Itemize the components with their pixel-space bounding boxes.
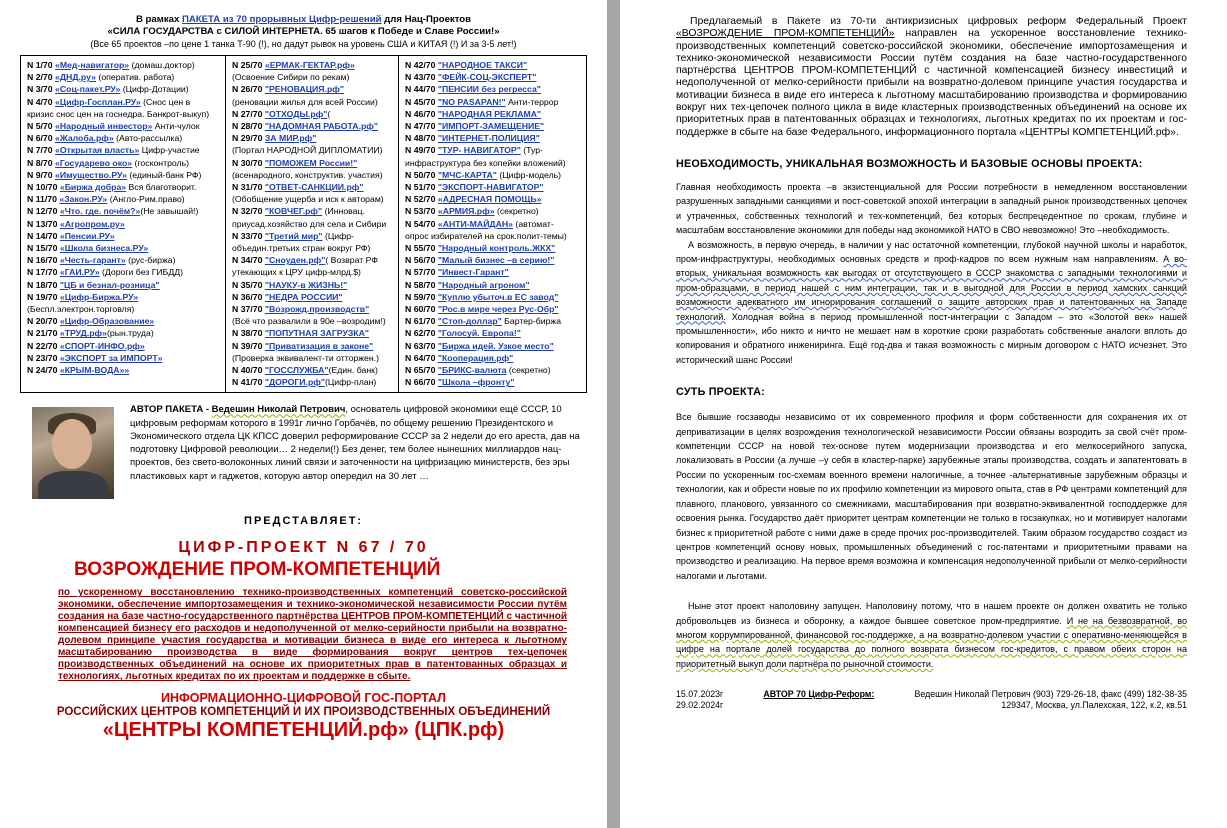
project-description: (Тур- xyxy=(520,145,543,156)
paragraph-opportunity xyxy=(676,238,1187,368)
project-description: Цифр-участие xyxy=(139,145,200,156)
project-number-label: N 47/70 xyxy=(405,121,436,132)
project-title-link[interactable]: «Честь-гарант» xyxy=(59,255,126,266)
project-description: Анти-террор xyxy=(505,96,559,107)
project-item xyxy=(27,132,221,144)
intro-pre: Предлагаемый в Пакете из 70-ти антикризисных цифровых реформ Федеральный Проект xyxy=(690,16,1187,27)
project-title-link[interactable]: "ИМПОРТ-ЗАМЕЩЕНИЕ" xyxy=(437,121,545,132)
project-number-label: N 5/70 xyxy=(27,121,53,132)
project-number-label: N 2/70 xyxy=(27,72,53,83)
project-number-label: N 57/70 xyxy=(405,267,436,278)
project-number-label: N 26/70 xyxy=(232,84,263,95)
project-title-link[interactable]: "Рос.в мире через Рус-Обр" xyxy=(437,304,559,315)
project-description: (секретно) xyxy=(506,365,551,376)
project-number-label: N 42/70 xyxy=(405,60,436,70)
project-number-label: N 65/70 xyxy=(405,365,436,376)
project-title-link[interactable]: "НАРОДНАЯ РЕКЛАМА" xyxy=(437,108,542,119)
project-item xyxy=(405,364,583,376)
project-number-label: N 54/70 xyxy=(405,218,436,229)
paragraph-necessity: Главная необходимость проекта –в экзистенциальной для России потребности в немедленном восстановлении разрушенных западными санкциями и пост-советской эпохой интеграции в западный рынок производственных цепочек и утраченных, собственных технологий и тех-компетенций, без которых беспрецедентное по срокам, глубине и масштабам восстановление экономики для победы над экономикой НАТО в СВО невозможно! Это –необходимость. xyxy=(676,181,1187,236)
project-number-label: N 34/70 xyxy=(232,255,263,266)
project-item xyxy=(27,205,221,217)
project-title-link[interactable]: "Школа –фронту" xyxy=(437,377,515,388)
project-title-link[interactable]: "ПОПУТНАЯ ЗАГРУЗКА" xyxy=(264,328,370,339)
project-title-link[interactable]: "НЕДРА РОССИИ" xyxy=(264,291,343,302)
project-item xyxy=(27,157,221,169)
project-number-label: N 66/70 xyxy=(405,377,436,388)
project-number-label: N 31/70 xyxy=(232,182,263,193)
project-item xyxy=(405,266,583,278)
project-title-link[interactable]: "ФЕЙК-СОЦ-ЭКСПЕРТ" xyxy=(437,72,537,83)
status-part-b: И не на безвозвратной, во многом коррумпированной, финансовой гос-поддержке, а на возвратно-долевом участии с оперативно-меняющейся в цифре на портале долей государства до полного возврата бизнесом гос-кредитов, с правом обеих сторон на приоритетный выкуп доли партнёра по рыночной стоимости. xyxy=(676,615,1188,669)
project-title-link[interactable]: "Третий мир" xyxy=(264,230,323,241)
project-number-label: N 19/70 xyxy=(27,291,58,302)
project-number-label: N 60/70 xyxy=(405,304,436,315)
project-item xyxy=(232,376,394,388)
project-title-link[interactable]: "ТУР- НАВИГАТОР" xyxy=(437,145,521,156)
project-title-link[interactable]: "NO PASAPAN!" xyxy=(437,96,506,107)
project-title-link[interactable]: «ГАИ.РУ» xyxy=(59,267,100,278)
project-number-label: N 7/70 xyxy=(27,145,53,156)
project-description: (автомат- xyxy=(513,218,554,229)
project-item xyxy=(232,327,394,339)
project-number-label: N 21/70 xyxy=(27,328,58,339)
project-item xyxy=(405,108,583,120)
project-item xyxy=(405,144,583,156)
project-number-label: N 64/70 xyxy=(405,352,436,363)
project-number-label: N 50/70 xyxy=(405,169,436,180)
project-item xyxy=(27,71,221,83)
projects-column-1 xyxy=(21,56,226,392)
project-item xyxy=(27,120,221,132)
project-title-link[interactable]: "ПЕНСИИ без регресса" xyxy=(437,84,541,95)
project-item xyxy=(27,242,221,254)
project-title-link[interactable]: «Государево око» xyxy=(55,157,133,168)
project-description: (Цифр-Дотации) xyxy=(120,84,189,95)
project-title-link[interactable]: «Жалоба.рф» xyxy=(55,133,114,144)
project-item xyxy=(232,364,394,376)
project-number-label: N 13/70 xyxy=(27,218,58,229)
project-number-label: N 58/70 xyxy=(405,279,436,290)
paragraph-essence: Все бывшие госзаводы независимо от их современного профиля и форм собственности для сохранения их от деприватизации в целях возрождения технологической независимости России обязаны возродить за свой счёт пром-компетенции СССР на новой тех-основе путем модернизации производства и его мелкосерийного запуска, локализовать в России (а лучше –у себя в кластер-парке) зарубежные этапы производства, создать и запатентовать в России по ускоренным гос-схемам военного времени налогичные, а точнее -альтернативные зарубежным образцы и технологии, как и обрести новые по их профилю компетенции из мирового опыта, став в РФ центрами компетенций для плавного, планового, увязанного со смежниками, масштабирования при возвратно-эквивалентной господдержке для освоения рынка. Государство даёт приоритет центрам компетенции не только в госзакупках, но и мотивирует налогами бизнес к приоритетной работе с ними даже в среде прочих рос-производителей. Таким образом государство создаст из центров компетенций основу новых, промышленных объединений с гос-патентами и приоритетными правами на производство и реализацию. На первое время возможна и компенсация недополученной прибыли от мелко-серийности налогами и льготами. xyxy=(676,412,1187,581)
project-title-link[interactable]: «Открытая власть» xyxy=(55,145,140,156)
project-item xyxy=(405,120,583,132)
document-page-right xyxy=(620,0,1227,828)
project-title-link[interactable]: "ИНТЕРНЕТ-ПОЛИЦИЯ" xyxy=(437,133,540,144)
project-number-label: N 3/70 xyxy=(27,84,53,95)
project-number: ЦИФР-ПРОЕКТ N 67 / 70 xyxy=(178,539,429,557)
portal-name: «ЦЕНТРЫ КОМПЕТЕНЦИЙ.рф» (ЦПК.рф) xyxy=(102,719,505,742)
project-title-link[interactable]: «Соц-пакет.РУ» xyxy=(55,84,121,95)
project-description: (секретно) xyxy=(494,206,539,217)
project-title-link[interactable]: «Цифр-Госплан.РУ» xyxy=(55,96,141,107)
project-item xyxy=(405,193,583,205)
intro-project-link[interactable]: «ВОЗРОЖДЕНИЕ ПРОМ-КОМПЕТЕНЦИЙ» xyxy=(676,28,895,40)
footer-dates xyxy=(676,689,723,711)
project-title-link[interactable]: "НАРОДНОЕ ТАКСИ" xyxy=(437,60,528,70)
status-part-a: Ныне этот проект наполовину запущен. Наполовину потому, что в нашем проекте он должен охватить не только добровольцев из бизнеса и оборонку, а каждое бывшее советское пром-предприятие. xyxy=(676,601,1187,626)
project-note: (всенародного, конструктив. участия) xyxy=(232,169,383,180)
project-number-label: N 51/70 xyxy=(405,182,436,193)
project-title-link[interactable]: "Сноуден.рф" xyxy=(264,255,326,266)
project-number-label: N 27/70 xyxy=(232,108,263,119)
project-item xyxy=(232,340,394,352)
project-item xyxy=(405,279,583,291)
project-description: (Не завышай!) xyxy=(140,206,199,217)
intro-paragraph xyxy=(676,16,1187,139)
package-note: (Все 65 проектов –по цене 1 танка Т-90 (!), но дадут рывок на уровень США и КИТАЯ (!) И за 3-5 лет!) xyxy=(90,39,517,49)
presents-label: ПРЕДСТАВЛЯЕТ: xyxy=(244,515,363,528)
project-number-label: N 52/70 xyxy=(405,194,436,205)
project-note: (Обобщение ущерба и иск к авторам) xyxy=(232,194,384,205)
project-number-label: N 17/70 xyxy=(27,267,58,278)
project-title-link[interactable]: «Агропром.ру» xyxy=(59,218,125,229)
project-description: (Цифр-план) xyxy=(324,377,377,388)
project-title-link[interactable]: «Мед-навигатор» xyxy=(55,60,130,70)
intro-post: направлен на ускоренное восстановление технико-производственных компетенций советско-российской экономики, обеспечение импортозамещения и технико-экономической независимости России путём создания на базе частно-государственного партнёрства ЦЕНТРОВ ПРОМ-КОМПЕТЕНЦИЙ с частичной компенсацией бизнесу инвестиций и недополученной от мелко-серийности прибыли на возвратно-долевом принципе участия государства и мотивации бизнеса в виде его интереса к льготному масштабированию производства и формированию вокруг них тех-цепочек полного цикла в виде кластерных производственных объединений на основе их приоритетных прав в патентованных образцах и технологиях, льготных кредитах по их проектам и гос-поддержке в сбыте на базе Федерального, информационного портала «ЦЕНТРЫ КОМПЕТЕНЦИЙ.рф». xyxy=(676,28,1187,138)
project-note: объедин.третьих стран вокруг РФ) xyxy=(232,243,371,254)
project-item xyxy=(27,144,221,156)
author-text: , основатель цифровой экономики ещё СССР, 10 цифровым реформам которого в 1991г лично Горбачёв, по общему решению Президентского и Экономического отдела ЦК КПСС доверил реформирование СССР за 2 недели до его ареста, дав на подготовку Цифровой революции… 2 недели(!) Без денег, тем более нынешних миллиардов нац-проектов, без свето-волоконных линий связи и заточенности на цифризацию министерств, без эры пластиковых карт и гаджетов, которую автор опередил на 30 лет … xyxy=(130,404,580,482)
project-item xyxy=(27,230,221,242)
project-title-link[interactable]: "Голосуй. Европа!" xyxy=(437,328,521,339)
project-title-link[interactable]: "ЦБ и безнал-розница" xyxy=(59,279,160,290)
opportunity-part-c: Холодная война в период промышленной пост-интеграции с Западом – это «Золотой век» нашей промышленности», ибо никто и ничто не мешает нам в короткие сроки разработать собственные аналоги вплоть до копирования и обратного инжениринга. Ещё год-два и такая возможность с мирным договором с НАТО исчезнет. Это исторический шанс России! xyxy=(676,311,1187,365)
project-item xyxy=(27,83,221,95)
project-description: ( Возврат РФ xyxy=(325,255,378,266)
project-number-label: N 29/70 xyxy=(232,133,263,144)
project-item xyxy=(405,352,583,364)
project-description: по ускоренному восстановлению технико-производственных компетенций советско-российской экономики, обеспечение импортозамещения и технико-экономической независимости России путём создания на базе частно-государственного партнёрства ЦЕНТРОВ ПРОМ-КОМПЕТЕНЦИЙ с частичной компенсацией бизнесу его расходов и недополученной от мелко-серийности прибыли на возвратно-долевом принципе участия государства и мотивации бизнеса в виде его интереса к льготному масштабированию производства в виде формирования вокруг центров тех-цепочек производственных объединений на основе их приоритетных прав в патентованных образцах и технологиях, льготных кредитах по их проектам и поддержке в сбыте. xyxy=(58,587,567,683)
project-item xyxy=(405,83,583,95)
project-item xyxy=(405,340,583,352)
project-title-link[interactable]: "Приватизация в законе" xyxy=(264,340,374,351)
project-description: (оператив. работа) xyxy=(96,72,175,83)
project-number-label: N 40/70 xyxy=(232,365,263,376)
project-title-link[interactable]: «АРМИЯ.рф» xyxy=(437,206,495,217)
project-item xyxy=(232,291,394,303)
footer-contact-1: Ведешин Николай Петрович (903) 729-26-18, факс (499) 182-38-35 xyxy=(914,689,1187,700)
project-item xyxy=(232,181,394,193)
project-title-link[interactable]: "Инвест-Гарант" xyxy=(437,267,509,278)
project-number-label: N 4/70 xyxy=(27,96,53,107)
project-note: опрос избирателей на срок.полит-темы) xyxy=(405,230,567,241)
project-note: (Всё что развалили в 90е –возродим!) xyxy=(232,316,386,327)
project-note: утекающих к ЦРУ цифр-млрд.$) xyxy=(232,267,361,278)
project-title-link[interactable]: «АНТИ-МАЙДАН» xyxy=(437,218,514,229)
header-post: для Нац-Проектов xyxy=(381,14,472,25)
footer-contact-2: 129347, Москва, ул.Палехская, 122, к.2, кв.51 xyxy=(1001,700,1187,711)
package-slogan: «СИЛА ГОСУДАРСТВА с СИЛОЙ ИНТЕРНЕТА. 65 шагов к Победе и Славе России!» xyxy=(107,26,500,37)
project-number-label: N 6/70 xyxy=(27,133,53,144)
project-item xyxy=(405,205,583,217)
project-title-link[interactable]: "Кооперация.рф" xyxy=(437,352,514,363)
project-item xyxy=(27,266,221,278)
project-description: Вся благотворит. xyxy=(126,182,197,193)
project-number-label: N 28/70 xyxy=(232,121,263,132)
project-item xyxy=(27,327,221,339)
project-title-link[interactable]: "Куплю убыточ.в ЕС завод" xyxy=(437,291,559,302)
project-title-link[interactable]: «Народный инвестор» xyxy=(55,121,153,132)
author-name: Ведешин Николай Петрович xyxy=(211,404,346,416)
project-number-label: N 55/70 xyxy=(405,243,436,254)
project-item xyxy=(27,59,221,71)
project-item xyxy=(405,181,583,193)
project-number-label: N 45/70 xyxy=(405,96,436,107)
project-description: ( xyxy=(327,108,331,119)
project-title-link[interactable]: «ТРУД.рф» xyxy=(59,328,107,339)
project-description: Анти-чулок xyxy=(152,121,200,132)
project-description: (Инновац. xyxy=(322,206,365,217)
package-header xyxy=(20,14,587,26)
project-note: (Беспл.электрон.торговля) xyxy=(27,304,135,315)
project-item xyxy=(405,291,583,303)
project-description: (Цифр- xyxy=(322,230,354,241)
project-title-link[interactable]: «Цифр-Образование» xyxy=(59,316,155,327)
project-item xyxy=(405,315,583,327)
project-number-label: N 49/70 xyxy=(405,145,436,156)
project-number-label: N 63/70 xyxy=(405,340,436,351)
portal-line-1: ИНФОРМАЦИОННО-ЦИФРОВОЙ ГОС-ПОРТАЛ xyxy=(161,691,446,706)
project-number-label: N 18/70 xyxy=(27,279,58,290)
project-item xyxy=(27,169,221,181)
project-item xyxy=(405,376,583,388)
project-item xyxy=(232,279,394,291)
project-title-link[interactable]: "ДОРОГИ.рф" xyxy=(264,377,325,388)
project-item xyxy=(232,303,394,315)
project-title-link[interactable]: "МЧС-КАРТА" xyxy=(437,169,497,180)
project-title-link[interactable]: «ЕРМАК-ГЕКТАР.рф» xyxy=(264,60,355,70)
project-title-link[interactable]: ЗА МИР.рф" xyxy=(264,133,317,144)
project-title-link[interactable]: "ЭКСПОРТ-НАВИГАТОР" xyxy=(437,182,544,193)
project-number-label: N 20/70 xyxy=(27,316,58,327)
project-description: (единый-банк РФ) xyxy=(126,169,202,180)
project-number-label: N 46/70 xyxy=(405,108,436,119)
project-description: (Цифр-модель) xyxy=(496,169,562,180)
project-number-label: N 62/70 xyxy=(405,328,436,339)
header-pre: В рамках xyxy=(135,14,182,25)
project-number-label: N 9/70 xyxy=(27,169,53,180)
project-title-link[interactable]: "БРИКС-валюта xyxy=(437,365,507,376)
project-title-link[interactable]: "НАУКУ-в ЖИЗНЬ!" xyxy=(264,279,348,290)
project-title-link[interactable]: «Закон.РУ» xyxy=(59,194,108,205)
project-number-label: N 37/70 xyxy=(232,304,263,315)
project-item xyxy=(232,59,394,71)
project-item xyxy=(232,230,394,242)
project-title-link[interactable]: «Школа бизнеса.РУ» xyxy=(59,243,149,254)
project-description: Бартер-биржа xyxy=(501,316,562,327)
project-number-label: N 43/70 xyxy=(405,72,436,83)
project-note: (Портал НАРОДНОЙ ДИПЛОМАТИИ) xyxy=(232,145,383,156)
project-number-label: N 30/70 xyxy=(232,157,263,168)
project-item xyxy=(27,364,221,376)
author-section xyxy=(20,403,587,507)
project-title-link[interactable]: "Возрожд.производств" xyxy=(264,304,370,315)
project-item xyxy=(27,352,221,364)
projects-column-2 xyxy=(226,56,399,392)
project-title-link[interactable]: «Пенсии.РУ» xyxy=(59,230,115,241)
project-title-link[interactable]: «КРЫМ-ВОДА»» xyxy=(59,365,130,376)
project-number-label: N 36/70 xyxy=(232,291,263,302)
project-title-link[interactable]: «Что. где. почём?» xyxy=(59,206,141,217)
project-number-label: N 8/70 xyxy=(27,157,53,168)
project-note: приусад.хозяйство для села и Сибири xyxy=(232,218,387,229)
project-item xyxy=(27,291,221,303)
project-item xyxy=(405,327,583,339)
project-description: (Англо-Рим.право) xyxy=(107,194,185,205)
author-photo xyxy=(32,407,114,499)
project-number-label: N 24/70 xyxy=(27,365,58,376)
project-item xyxy=(27,315,221,327)
project-title-link[interactable]: "ПОМОЖЕМ России!" xyxy=(264,157,358,168)
project-note: (Проверка эквивалент-ти отторжен.) xyxy=(232,352,379,363)
section-heading-necessity: НЕОБХОДИМОСТЬ, УНИКАЛЬНАЯ ВОЗМОЖНОСТЬ И БАЗОВЫЕ ОСНОВЫ ПРОЕКТА: xyxy=(676,157,1143,170)
paragraph-status xyxy=(676,599,1187,671)
project-number-label: N 33/70 xyxy=(232,230,263,241)
project-number-label: N 15/70 xyxy=(27,243,58,254)
project-title-link[interactable]: "Малый бизнес –в серию!" xyxy=(437,255,555,266)
portal-line-2: РОССИЙСКИХ ЦЕНТРОВ КОМПЕТЕНЦИЙ И ИХ ПРОИЗВОДСТВЕННЫХ ОБЪЕДИНЕНИЙ xyxy=(56,706,551,719)
project-description: (госконтроль) xyxy=(132,157,190,168)
project-note: кризис снос цен на госнедра. Банкрот-выкуп) xyxy=(27,108,210,119)
project-item xyxy=(232,132,394,144)
project-title-link[interactable]: "Стоп-доллар" xyxy=(437,316,502,327)
project-title-link[interactable]: «СПОРТ-ИНФО.рф» xyxy=(59,340,145,351)
project-number-label: N 56/70 xyxy=(405,255,436,266)
opportunity-part-b: А во-вторых, уникальная возможность как выгодах от отсутствующего в СССР знакомства с западными технологиями и пром-образцами, в период нашей с ним интеграции, так и в выгодной для России в период хамских санкций возможности адекватного им игнорирования соглашений о защите авторских прав и патентованных на Западе технологий. xyxy=(676,254,1187,322)
project-item xyxy=(232,108,394,120)
project-description: (домаш.доктор) xyxy=(129,60,195,70)
project-title-link[interactable]: "РЕНОВАЦИЯ.рф" xyxy=(264,84,344,95)
project-item xyxy=(27,181,221,193)
opportunity-part-a: А возможность, в первую очередь, в наличии у нас остаточной компетенции, глубокой научной школы и наработок, пром-инфраструктуры, необходимых основных средств и проф-кадров по всем нужным нам направлениям. xyxy=(676,239,1187,264)
project-number-label: N 14/70 xyxy=(27,230,58,241)
project-item xyxy=(232,83,394,95)
project-item xyxy=(27,193,221,205)
document-page-left xyxy=(0,0,607,828)
project-title-link[interactable]: «Имущество.РУ» xyxy=(55,169,127,180)
project-title-link[interactable]: "ОТВЕТ-САНКЦИИ.рф" xyxy=(264,182,364,193)
projects-column-3 xyxy=(399,56,587,392)
project-number-label: N 16/70 xyxy=(27,255,58,266)
project-title-link[interactable]: «ЭКСПОРТ за ИМПОРТ» xyxy=(59,352,163,363)
project-item xyxy=(232,205,394,217)
project-item xyxy=(27,218,221,230)
project-item xyxy=(232,157,394,169)
projects-table xyxy=(20,55,587,393)
project-description: (Снос цен в xyxy=(140,96,191,107)
footer-date-1: 15.07.2023г xyxy=(676,689,724,700)
project-title-link[interactable]: "Биржа идей. Узкое место" xyxy=(437,340,554,351)
project-number-label: N 59/70 xyxy=(405,291,436,302)
project-item xyxy=(27,96,221,108)
project-item xyxy=(232,120,394,132)
project-number-label: N 11/70 xyxy=(27,194,57,205)
project-item xyxy=(405,132,583,144)
footer-contacts xyxy=(915,689,1188,711)
project-item xyxy=(405,254,583,266)
project-item xyxy=(27,279,221,291)
project-title-link[interactable]: «Биржа добра» xyxy=(59,182,127,193)
project-item xyxy=(405,71,583,83)
page-footer xyxy=(676,689,1187,711)
footer-author-label: АВТОР 70 Цифр-Реформ: xyxy=(763,689,875,700)
project-item xyxy=(405,242,583,254)
project-title-link[interactable]: "Народный контроль.ЖКХ" xyxy=(437,243,556,254)
project-item xyxy=(27,340,221,352)
project-number-label: N 23/70 xyxy=(27,352,58,363)
project-number-label: N 10/70 xyxy=(27,182,58,193)
author-bio xyxy=(130,403,586,482)
project-description: (Един. банк) xyxy=(328,365,378,376)
footer-date-2: 29.02.2024г xyxy=(676,700,724,711)
header-package-link[interactable]: ПАКЕТА из 70 прорывных Цифр-решений xyxy=(181,14,382,25)
project-description: (рын.труда) xyxy=(106,328,154,339)
project-description: (Дороги без ГИБДД) xyxy=(99,267,184,278)
project-item xyxy=(405,59,583,71)
project-number-label: N 38/70 xyxy=(232,328,263,339)
project-title-link[interactable]: "НАДОМНАЯ РАБОТА.рф" xyxy=(264,121,379,132)
project-number-label: N 53/70 xyxy=(405,206,436,217)
project-item xyxy=(405,303,583,315)
project-title-link[interactable]: «Цифр-Биржа.РУ» xyxy=(59,291,139,302)
project-item xyxy=(27,254,221,266)
project-number-label: N 1/70 xyxy=(27,60,53,70)
project-number-label: N 12/70 xyxy=(27,206,58,217)
project-item xyxy=(405,96,583,108)
author-label: АВТОР ПАКЕТА - xyxy=(130,404,209,416)
project-number-label: N 61/70 xyxy=(405,316,436,327)
project-number-label: N 32/70 xyxy=(232,206,263,217)
project-note: (Освоение Сибири по рекам) xyxy=(232,72,350,83)
project-title-link[interactable]: "ГОССЛУЖБА" xyxy=(264,365,329,376)
project-description: (рус-биржа) xyxy=(125,255,176,266)
project-title-link[interactable]: "ОТХОДЫ.рф" xyxy=(264,108,328,119)
project-title-link[interactable]: "КОВЧЕГ.рф" xyxy=(264,206,323,217)
section-heading-essence: СУТЬ ПРОЕКТА: xyxy=(676,386,765,399)
project-item xyxy=(405,218,583,230)
project-description: (Авто-рассылка) xyxy=(113,133,183,144)
project-number-label: N 22/70 xyxy=(27,340,58,351)
project-title-link[interactable]: "Народный агроном" xyxy=(437,279,530,290)
project-number-label: N 41/70 xyxy=(232,377,263,388)
project-number-label: N 39/70 xyxy=(232,340,263,351)
project-title: ВОЗРОЖДЕНИЕ ПРОМ-КОМПЕТЕНЦИЙ xyxy=(74,559,441,581)
project-number-label: N 48/70 xyxy=(405,133,436,144)
project-number-label: N 35/70 xyxy=(232,279,263,290)
project-number-label: N 44/70 xyxy=(405,84,436,95)
project-title-link[interactable]: «АДРЕСНАЯ ПОМОЩЬ» xyxy=(437,194,542,205)
project-number-label: N 25/70 xyxy=(232,60,263,70)
project-item xyxy=(232,254,394,266)
project-title-link[interactable]: «ДНД.ру» xyxy=(55,72,97,83)
project-note: инфраструктура без копейки вложений) xyxy=(405,157,566,168)
project-item xyxy=(405,169,583,181)
project-note: (реновации жилья для всей России) xyxy=(232,96,378,107)
